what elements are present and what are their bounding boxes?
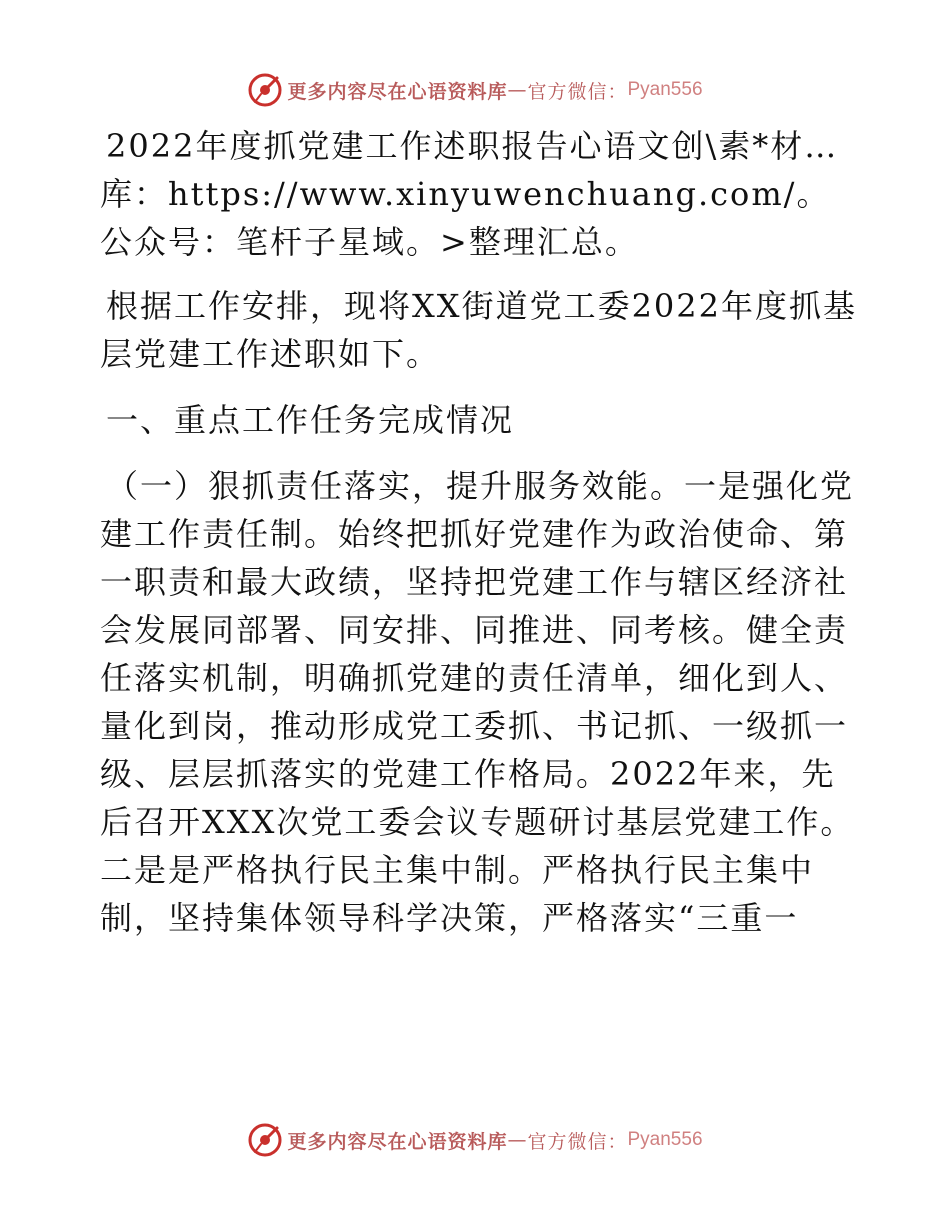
footer-watermark: [0, 1120, 950, 1160]
intro-paragraph: 2022年度抓党建工作述职报告心语文创\素*材…库：https://www.xinyuwenchuang.com/。公众号：笔杆子星域。>整理汇总。: [100, 127, 839, 261]
watermark-official-label: 官方微信：: [527, 80, 628, 103]
body-paragraph: （一）狠抓责任落实，提升服务效能。一是强化党建工作责任制。始终把抓好党建作为政治使命、第一职责和最大政绩，坚持把党建工作与辖区经济社会发展同部署、同安排、同推进、同考核。健全责任落实机制，明确抓党建的责任清单，细化到人、量化到岗，推动形成党工委抓、书记抓、一级抓一级、层层抓落实的党建工作格局。2022年来，先后召开XXX次党工委会议专题研讨基层党建工作。二是是严格执行民主集中制。严格执行民主集中制，坚持集体领导科学决策，严格落实“三重一: [100, 467, 855, 937]
document-body: [100, 122, 860, 942]
header-watermark: [0, 70, 950, 110]
watermark-official-label: 官方微信：: [527, 1130, 628, 1153]
section-heading: 一、重点工作任务完成情况: [106, 401, 515, 439]
watermark-dash: —: [507, 1129, 528, 1151]
watermark-dash: —: [507, 79, 528, 101]
watermark-site-text: 更多内容尽在心语资料库: [287, 80, 508, 103]
quill-logo-icon: [247, 1122, 283, 1158]
watermark-site-text: 更多内容尽在心语资料库: [287, 1130, 508, 1153]
opening-paragraph: 根据工作安排，现将XX街道党工委2022年度抓基层党建工作述职如下。: [100, 287, 858, 373]
quill-logo-icon: [247, 72, 283, 108]
watermark-wechat-id: Pyan556: [627, 79, 703, 100]
watermark-wechat-id: Pyan556: [627, 1129, 703, 1150]
